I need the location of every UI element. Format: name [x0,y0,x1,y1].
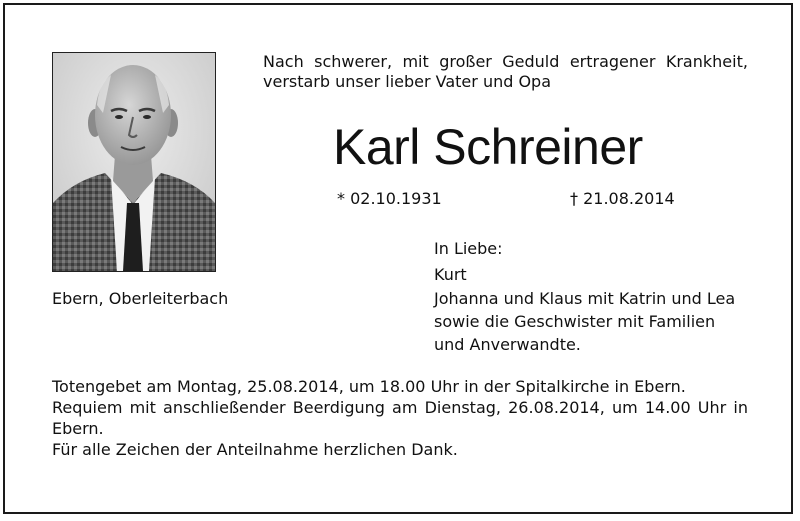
funeral-line-1: Totengebet am Montag, 25.08.2014, um 18.00 Uhr in der Spitalkirche in Ebern. [52,377,686,396]
funeral-word: mit [129,398,156,417]
birth-date: * 02.10.1931 [337,189,442,208]
mourner-line: sowie die Geschwister mit Familien [434,312,716,331]
funeral-word: anschließender [163,398,286,417]
funeral-line-4: Für alle Zeichen der Anteilnahme herzlichen Dank. [52,440,458,459]
funeral-details [52,376,748,460]
mourner-line: Kurt [434,265,467,284]
intro-word: Krankheit, [665,52,748,71]
funeral-word: 26.08.2014, [508,398,605,417]
death-date: † 21.08.2014 [570,189,675,208]
mourners-heading: In Liebe: [434,239,503,258]
funeral-word: Beerdigung [292,398,385,417]
intro-text [263,52,748,92]
intro-line-1 [263,52,748,72]
portrait-image [53,53,215,271]
funeral-word: 14.00 [644,398,691,417]
intro-word: großer [439,52,492,71]
intro-word: mit [402,52,429,71]
deceased-name: Karl Schreiner [333,119,643,175]
intro-word: Geduld [502,52,560,71]
funeral-word: um [611,398,638,417]
intro-word: schwerer, [314,52,393,71]
funeral-word: am [392,398,418,417]
portrait-photo [52,52,216,272]
funeral-line-2 [52,397,748,418]
funeral-word: Dienstag, [424,398,501,417]
mourner-line: Johanna und Klaus mit Katrin und Lea [434,289,736,308]
mourner-line: und Anverwandte. [434,335,581,354]
funeral-word: Requiem [52,398,123,417]
intro-word: ertragener [569,52,656,71]
funeral-line-3: Ebern. [52,419,104,438]
funeral-word: in [733,398,748,417]
funeral-word: Uhr [697,398,727,417]
location-text: Ebern, Oberleiterbach [52,289,229,308]
intro-line-2: verstarb unser lieber Vater und Opa [263,72,552,91]
intro-word: Nach [263,52,304,71]
